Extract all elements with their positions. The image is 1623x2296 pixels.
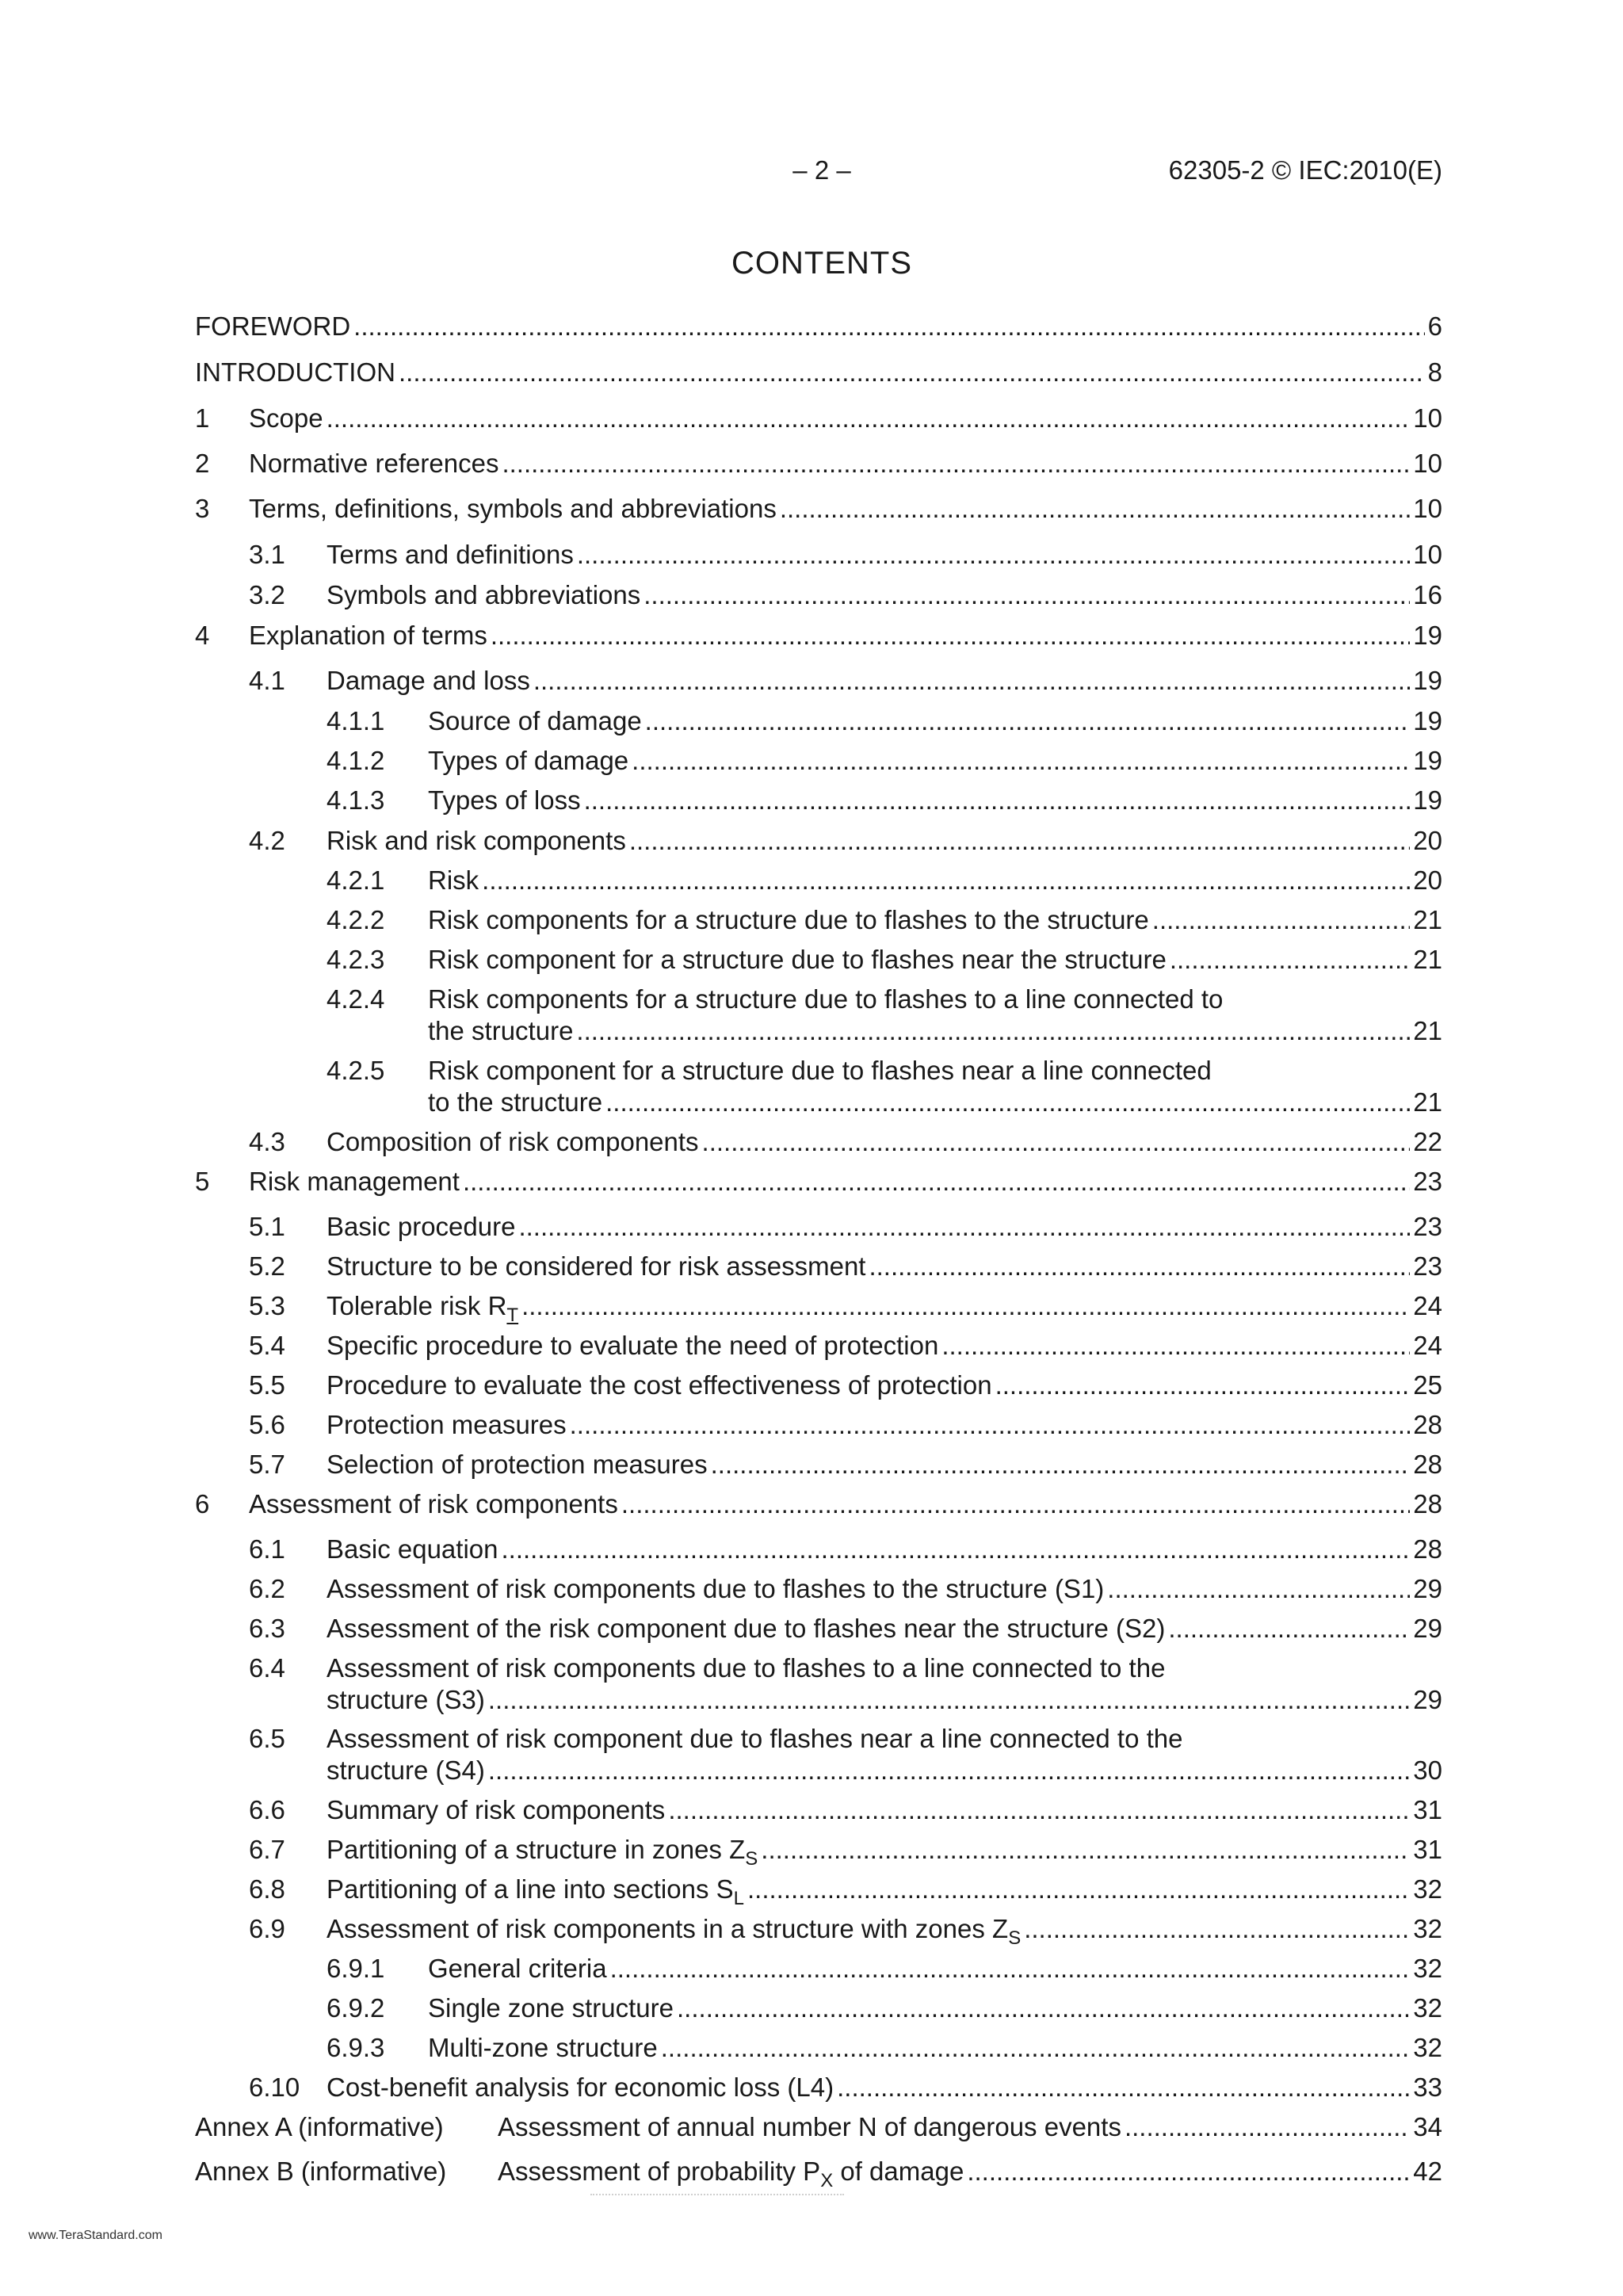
toc-page-number: 6	[1427, 311, 1442, 341]
toc-entry-text: Risk component for a structure due to flashes near a line connected	[428, 1056, 1212, 1085]
toc-entry-text: Risk component for a structure due to flashes near the structure	[428, 945, 1167, 974]
toc-section-number: 3.1	[249, 540, 285, 569]
toc-annex-label: Annex B (informative)	[195, 2157, 447, 2186]
dot-leader	[491, 620, 1410, 651]
dot-leader	[869, 1251, 1410, 1282]
toc-entry-4-2-2[interactable]	[195, 904, 1442, 936]
toc-entry-text: Composition of risk components	[327, 1127, 699, 1156]
toc-entry-text: Source of damage	[428, 706, 642, 735]
toc-page-number: 32	[1413, 1874, 1442, 1904]
toc-entry-text: Basic procedure	[327, 1212, 516, 1241]
toc-entry-6-1[interactable]	[195, 1534, 1442, 1565]
toc-page-number: 32	[1413, 1954, 1442, 1983]
toc-entry-6-5[interactable]	[195, 1723, 1442, 1786]
toc-section-number: 4	[195, 621, 210, 650]
toc-section-number: 5.5	[249, 1370, 285, 1400]
dot-leader	[533, 665, 1410, 697]
toc-section-number: 6.9.1	[327, 1954, 385, 1983]
dot-leader	[661, 2032, 1411, 2064]
toc-section-number: 6.9.3	[327, 2033, 385, 2062]
toc-entry-3-2[interactable]	[195, 579, 1442, 611]
toc-page-number: 8	[1427, 357, 1442, 387]
toc-annex-label: Annex A (informative)	[195, 2112, 444, 2141]
toc-entry-4-2-1[interactable]	[195, 865, 1442, 896]
dot-leader	[643, 579, 1410, 611]
toc-section-number: 5	[195, 1167, 210, 1196]
toc-page-number: 34	[1413, 2112, 1442, 2141]
dot-leader	[1024, 1913, 1410, 1945]
toc-entry-5-7[interactable]	[195, 1449, 1442, 1480]
dot-leader	[702, 1126, 1411, 1158]
toc-page-number: 33	[1413, 2073, 1442, 2102]
toc-entry-text: Assessment of risk components due to flashes to a line connected to the	[327, 1653, 1166, 1683]
toc-entry-foreword[interactable]	[195, 311, 1442, 342]
dot-leader	[621, 1488, 1410, 1520]
toc-entry-text: Risk components for a structure due to flashes to the structure	[428, 905, 1149, 934]
toc-section-number: 6.8	[249, 1874, 285, 1904]
dot-leader	[1107, 1573, 1410, 1605]
toc-page-number: 19	[1413, 666, 1442, 695]
toc-entry-text: Assessment of risk components	[249, 1489, 618, 1519]
toc-section-number: 4.1.1	[327, 706, 385, 735]
toc-entry-6-2[interactable]	[195, 1573, 1442, 1605]
toc-section-number: 6.10	[249, 2073, 300, 2102]
toc-page-number: 23	[1413, 1212, 1442, 1241]
toc-page-number: 19	[1413, 621, 1442, 650]
toc-entry-5-6[interactable]	[195, 1409, 1442, 1441]
toc-entry-5-5[interactable]	[195, 1370, 1442, 1401]
dot-leader	[632, 745, 1410, 777]
dot-leader	[995, 1370, 1411, 1401]
footer-url: www.TeraStandard.com	[29, 2229, 162, 2242]
toc-entry-5-4[interactable]	[195, 1330, 1442, 1362]
toc-section-number: 6.1	[249, 1534, 285, 1564]
dot-leader	[1168, 1613, 1410, 1645]
toc-page-number: 24	[1413, 1331, 1442, 1360]
toc-section-number: 5.6	[249, 1410, 285, 1439]
toc-entry-text-continued: the structure	[428, 1016, 574, 1045]
toc-entry-text-main: Assessment of risk components in a structure with zones Z	[327, 1914, 1009, 1943]
toc-entry-text	[327, 1874, 744, 1909]
toc-entry-4-1-2[interactable]	[195, 745, 1442, 777]
toc-page-number: 31	[1413, 1795, 1442, 1824]
dot-leader	[780, 493, 1410, 525]
toc-entry-text: Multi-zone structure	[428, 2033, 658, 2062]
dot-leader	[941, 1330, 1410, 1362]
toc-entry-6-7[interactable]	[195, 1834, 1442, 1870]
dot-leader	[629, 825, 1410, 857]
toc-page-number: 29	[1413, 1685, 1442, 1714]
toc-page-number: 16	[1413, 580, 1442, 609]
toc-entry-6-10[interactable]	[195, 2072, 1442, 2103]
subscript: X	[820, 2170, 834, 2191]
toc-entry-text: Damage and loss	[327, 666, 530, 695]
toc-entry-4[interactable]	[195, 620, 1442, 651]
dot-leader	[577, 539, 1410, 571]
toc-entry-6-3[interactable]	[195, 1613, 1442, 1645]
toc-section-number: 6.9	[249, 1914, 285, 1943]
toc-entry-6-9[interactable]	[195, 1913, 1442, 1949]
toc-entry-2[interactable]	[195, 448, 1442, 479]
toc-entry-text: Risk	[428, 865, 479, 895]
toc-page-number: 28	[1413, 1410, 1442, 1439]
toc-section-number: 4.2.5	[327, 1056, 385, 1085]
dot-leader	[645, 705, 1411, 737]
toc-entry-4-1-3[interactable]	[195, 785, 1442, 816]
toc-entry-text: Risk components for a structure due to flashes to a line connected to	[428, 984, 1224, 1014]
toc-entry-text: Assessment of risk component due to flashes near a line connected to the	[327, 1724, 1183, 1753]
document-id: 62305-2 © IEC:2010(E)	[1168, 155, 1442, 185]
dot-leader	[1170, 944, 1410, 976]
dot-leader	[488, 1684, 1410, 1716]
toc-entry-text	[498, 2156, 964, 2191]
dot-leader	[761, 1834, 1410, 1866]
toc-entry-text-continued: structure (S4)	[327, 1755, 485, 1785]
subscript: S	[745, 1848, 758, 1870]
toc-section-number: 5.2	[249, 1251, 285, 1281]
toc-section-number: 6.2	[249, 1574, 285, 1603]
dot-leader	[711, 1449, 1411, 1480]
toc-entry-6-9-2[interactable]	[195, 1992, 1442, 2024]
toc-page-number: 28	[1413, 1534, 1442, 1564]
toc-entry-text: Explanation of terms	[249, 621, 487, 650]
toc-entry-text-continued: to the structure	[428, 1087, 603, 1117]
dot-leader	[570, 1409, 1411, 1441]
toc-page-number: 10	[1413, 449, 1442, 478]
toc-page-number: 24	[1413, 1291, 1442, 1320]
dot-leader	[327, 403, 1411, 434]
toc-section-number: 5.3	[249, 1291, 285, 1320]
toc-page-number: 10	[1413, 494, 1442, 523]
subscript: S	[1008, 1927, 1022, 1949]
toc-entry-text: Cost-benefit analysis for economic loss (L4)	[327, 2073, 834, 2102]
dot-leader	[610, 1953, 1411, 1985]
toc-entry-text: Scope	[249, 403, 323, 433]
toc-page-number: 28	[1413, 1489, 1442, 1519]
toc-entry-annex-a[interactable]	[195, 2111, 1442, 2143]
toc-page-number: 19	[1413, 706, 1442, 735]
toc-page-number: 21	[1413, 1016, 1442, 1045]
dot-leader	[576, 1015, 1410, 1047]
toc-entry-introduction[interactable]	[195, 357, 1442, 388]
dot-leader	[584, 785, 1411, 816]
toc-page-number: 23	[1413, 1251, 1442, 1281]
toc-page-number: 20	[1413, 826, 1442, 855]
toc-entry-text-main: Partitioning of a structure in zones Z	[327, 1835, 746, 1864]
faint-dotted-line	[590, 2194, 844, 2199]
toc-section-number: 6.3	[249, 1614, 285, 1643]
toc-entry-text	[327, 1834, 758, 1870]
toc-page-number: 21	[1413, 905, 1442, 934]
toc-section-number: 6.6	[249, 1795, 285, 1824]
subscript: T	[506, 1305, 519, 1326]
toc-entry-text: Types of loss	[428, 785, 581, 815]
toc-page-number: 20	[1413, 865, 1442, 895]
dot-leader	[353, 311, 1424, 342]
toc-entry-4-2-5[interactable]	[195, 1055, 1442, 1118]
dot-leader	[605, 1087, 1410, 1118]
toc-entry-text: Selection of protection measures	[327, 1450, 708, 1479]
toc-entry-text: Risk and risk components	[327, 826, 626, 855]
page-number: – 2 –	[792, 155, 851, 185]
toc-section-number: 4.1.2	[327, 746, 385, 775]
toc-entry-text: Assessment of the risk component due to flashes near the structure (S2)	[327, 1614, 1166, 1643]
toc-section-number: 6.4	[249, 1653, 285, 1683]
toc-page-number: 29	[1413, 1614, 1442, 1643]
toc-entry-text	[327, 1290, 519, 1326]
toc-entry-4-2-3[interactable]	[195, 944, 1442, 976]
toc-section-number: 3	[195, 494, 210, 523]
toc-entry-text: Assessment of annual number N of dangerous events	[498, 2112, 1121, 2141]
toc-entry-4-2[interactable]	[195, 825, 1442, 857]
toc-page-number: 10	[1413, 403, 1442, 433]
dot-leader	[837, 2072, 1410, 2103]
toc-entry-annex-b[interactable]	[195, 2156, 1442, 2191]
toc-entry-text: Basic equation	[327, 1534, 498, 1564]
toc-entry-1[interactable]	[195, 403, 1442, 434]
toc-page-number: 32	[1413, 2033, 1442, 2062]
toc-entry-text: Normative references	[249, 449, 499, 478]
toc-section-number: 4.2.3	[327, 945, 385, 974]
toc-section-number: 2	[195, 449, 210, 478]
toc-section-number: 4.1.3	[327, 785, 385, 815]
toc-entry-text: Procedure to evaluate the cost effectiveness of protection	[327, 1370, 992, 1400]
toc-entry-6-9-3[interactable]	[195, 2032, 1442, 2064]
toc-section-number: 4.1	[249, 666, 285, 695]
toc-entry-6-9-1[interactable]	[195, 1953, 1442, 1985]
toc-section-number: 4.2.4	[327, 984, 385, 1014]
toc-entry-text: Terms, definitions, symbols and abbreviations	[249, 494, 777, 523]
subscript: L	[733, 1888, 744, 1909]
dot-leader	[463, 1166, 1410, 1198]
toc-entry-4-1[interactable]	[195, 665, 1442, 697]
toc-entry-5-1[interactable]	[195, 1211, 1442, 1243]
dot-leader	[747, 1874, 1410, 1905]
toc-entry-3[interactable]	[195, 493, 1442, 525]
dot-leader	[677, 1992, 1410, 2024]
toc-entry-6-8[interactable]	[195, 1874, 1442, 1909]
toc-page-number: 28	[1413, 1450, 1442, 1479]
toc-entry-5[interactable]	[195, 1166, 1442, 1198]
dot-leader	[399, 357, 1425, 388]
toc-page-number: 42	[1413, 2157, 1442, 2186]
dot-leader	[482, 865, 1410, 896]
toc-entry-text-main: Assessment of probability P	[498, 2157, 821, 2186]
toc-page-number: 25	[1413, 1370, 1442, 1400]
toc-page-number: 32	[1413, 1993, 1442, 2023]
toc-section-number: 1	[195, 403, 210, 433]
toc-section-number: 4.2.1	[327, 865, 385, 895]
toc-entry-text: Protection measures	[327, 1410, 567, 1439]
toc-page-number: 23	[1413, 1167, 1442, 1196]
toc-entry-5-2[interactable]	[195, 1251, 1442, 1282]
toc-page-number: 31	[1413, 1835, 1442, 1864]
toc-entry-text-main: Tolerable risk R	[327, 1291, 507, 1320]
toc-entry-text-after: of damage	[833, 2157, 964, 2186]
toc-section-number: 6.9.2	[327, 1993, 385, 2023]
toc-page-number: 22	[1413, 1127, 1442, 1156]
toc-section-number: 5.4	[249, 1331, 285, 1360]
toc-entry-4-1-1[interactable]	[195, 705, 1442, 737]
toc-entry-text: Specific procedure to evaluate the need of protection	[327, 1331, 939, 1360]
toc-entry-4-2-4[interactable]	[195, 984, 1442, 1047]
toc-entry-text: INTRODUCTION	[195, 357, 395, 387]
toc-section-number: 4.2	[249, 826, 285, 855]
toc-section-number: 5.7	[249, 1450, 285, 1479]
toc-entry-text: Assessment of risk components due to flashes to the structure (S1)	[327, 1574, 1105, 1603]
dot-leader	[967, 2156, 1410, 2187]
dot-leader	[521, 1290, 1410, 1322]
dot-leader	[1125, 2111, 1410, 2143]
toc-entry-6-6[interactable]	[195, 1794, 1442, 1826]
toc-entry-text: Symbols and abbreviations	[327, 580, 641, 609]
toc-section-number: 4.2.2	[327, 905, 385, 934]
dot-leader	[501, 1534, 1410, 1565]
toc-page-number: 29	[1413, 1574, 1442, 1603]
toc-page-number: 30	[1413, 1755, 1442, 1785]
toc-entry-5-3[interactable]	[195, 1290, 1442, 1326]
toc-page-number: 19	[1413, 746, 1442, 775]
toc-entry-text: Summary of risk components	[327, 1795, 666, 1824]
toc-entry-text: FOREWORD	[195, 311, 351, 341]
toc-section-number: 4.3	[249, 1127, 285, 1156]
toc-entry-6-4[interactable]	[195, 1652, 1442, 1716]
toc-entry-text	[327, 1913, 1022, 1949]
toc-section-number: 6.5	[249, 1724, 285, 1753]
toc-entry-text: General criteria	[428, 1954, 607, 1983]
toc-page-number: 19	[1413, 785, 1442, 815]
dot-leader	[518, 1211, 1410, 1243]
dot-leader	[668, 1794, 1410, 1826]
toc-entry-3-1[interactable]	[195, 539, 1442, 571]
toc-page-number: 21	[1413, 1087, 1442, 1117]
toc-entry-text-continued: structure (S3)	[327, 1685, 485, 1714]
dot-leader	[488, 1755, 1410, 1786]
toc-entry-4-3[interactable]	[195, 1126, 1442, 1158]
toc-entry-text-main: Partitioning of a line into sections S	[327, 1874, 734, 1904]
toc-section-number: 5.1	[249, 1212, 285, 1241]
toc-entry-text: Terms and definitions	[327, 540, 574, 569]
toc-page-number: 10	[1413, 540, 1442, 569]
toc-page-number: 32	[1413, 1914, 1442, 1943]
toc-entry-text: Risk management	[249, 1167, 460, 1196]
toc-entry-6[interactable]	[195, 1488, 1442, 1520]
toc-section-number: 6	[195, 1489, 210, 1519]
toc-entry-text: Structure to be considered for risk assessment	[327, 1251, 866, 1281]
toc-section-number: 3.2	[249, 580, 285, 609]
dot-leader	[1152, 904, 1411, 936]
contents-title: CONTENTS	[731, 246, 912, 281]
toc-page-number: 21	[1413, 945, 1442, 974]
toc-entry-text: Types of damage	[428, 746, 629, 775]
toc-section-number: 6.7	[249, 1835, 285, 1864]
dot-leader	[502, 448, 1410, 479]
toc-entry-text: Single zone structure	[428, 1993, 674, 2023]
